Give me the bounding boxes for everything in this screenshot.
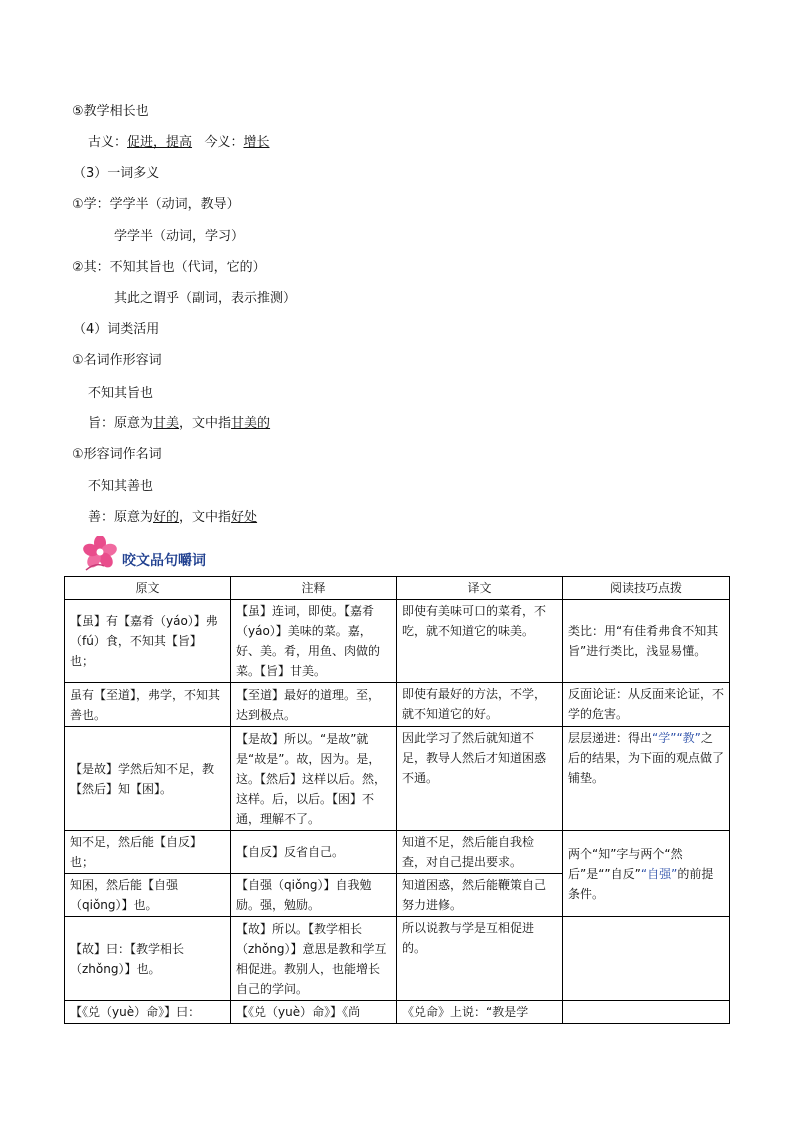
cell-tips: 类比：用“有佳肴弗食不知其旨”进行类比，浅显易懂。	[563, 600, 730, 683]
table-row	[65, 831, 730, 874]
cell-tips: 两个“知”字与两个“然后”是“”自反”“自强”的前提条件。	[563, 831, 730, 917]
cell-tips: 反面论证：从反面来论证，不学的危害。	[563, 683, 730, 727]
modern-meaning: 增长	[243, 135, 270, 150]
cell-original: 【故】曰：【教学相长（zhǒng）】也。	[65, 917, 231, 1001]
cell-notes: 【自强（qiǒng）】自我勉励。强，勉励。	[231, 874, 397, 917]
header-original: 原文	[65, 577, 231, 600]
cell-translation: 知道困惑，然后能鞭策自己努力进修。	[397, 874, 563, 917]
header-translation: 译文	[397, 577, 563, 600]
adjective-as-noun: ①形容词作名词	[72, 447, 162, 462]
table-row	[65, 727, 730, 831]
cell-tips	[563, 1001, 730, 1024]
cell-original: 【《兑（yuè）命》】曰：	[65, 1001, 231, 1024]
cell-translation: 因此学习了然后就知道不足，教导人然后才知道困惑不通。	[397, 727, 563, 831]
flower-icon	[82, 536, 122, 572]
cell-translation: 即使有美味可口的菜肴，不吃，就不知道它的味美。	[397, 600, 563, 683]
ancient-meaning: 促进，提高	[127, 135, 193, 150]
cell-original: 【是故】学然后知不足，教【然后】知【困】。	[65, 727, 231, 831]
table-row	[65, 600, 730, 683]
noun-as-adjective: ①名词作形容词	[72, 353, 162, 368]
cell-translation: 知道不足，然后能自我检查，对自己提出要求。	[397, 831, 563, 874]
cell-tips	[563, 917, 730, 1001]
polysemy-xue-2: 学学半（动词，学习）	[114, 229, 245, 244]
section-header	[82, 536, 382, 572]
cell-original: 【虽】有【嘉肴（yáo）】弗（fú）食，不知其【旨】也；	[65, 600, 231, 683]
cell-original: 虽有【至道】，弗学，不知其善也。	[65, 683, 231, 727]
cell-notes: 【是故】所以。“是故”就是“故是”。故，因为。是，这。【然后】这样以后。然，这样。后，以后。【困】不通，理解不了。	[231, 727, 397, 831]
cell-translation: 所以说教与学是互相促进的。	[397, 917, 563, 1001]
polysemy-qi-2: 其此之谓乎（副词，表示推测）	[114, 291, 297, 306]
cell-translation: 即使有最好的方法，不学，就不知道它的好。	[397, 683, 563, 727]
cell-notes: 【至道】最好的道理。至，达到极点。	[231, 683, 397, 727]
reading-table	[64, 576, 730, 1024]
explanation-zhi: 旨：原意为甘美，文中指甘美的	[88, 416, 271, 431]
table-header-row	[65, 577, 730, 600]
section-title: 咬文品句嚼词	[122, 553, 206, 569]
header-notes: 注释	[231, 577, 397, 600]
example-zhi: 不知其旨也	[88, 386, 154, 401]
line-item-5-heading: ⑤教学相长也	[72, 104, 149, 119]
header-tips: 阅读技巧点拨	[563, 577, 730, 600]
cell-notes: 【虽】连词，即使。【嘉肴（yáo）】美味的菜。嘉，好、美。肴，用鱼、肉做的菜。【旨】甘美。	[231, 600, 397, 683]
polysemy-qi-1: ②其：不知其旨也（代词，它的）	[72, 260, 266, 275]
cell-notes: 【故】所以。【教学相长（zhǒng）】意思是教和学互相促进。教别人，也能增长自己的学问。	[231, 917, 397, 1001]
heading-polysemy: （3）一词多义	[73, 166, 160, 181]
table-row	[65, 683, 730, 727]
explanation-shan: 善：原意为好的，文中指好处	[88, 510, 258, 525]
polysemy-xue-1: ①学：学学半（动词，教导）	[72, 197, 240, 212]
ancient-modern-meaning: 古义：促进，提高 今义：增长	[88, 135, 270, 150]
heading-word-class: （4）词类活用	[73, 322, 160, 337]
cell-translation: 《兑命》上说：“教是学	[397, 1001, 563, 1024]
cell-tips: 层层递进：得出“学”“教”之后的结果，为下面的观点做了铺垫。	[563, 727, 730, 831]
cell-original: 知不足，然后能【自反】也；	[65, 831, 231, 874]
cell-notes: 【自反】反省自己。	[231, 831, 397, 874]
cell-notes: 【《兑（yuè）命》】《尚	[231, 1001, 397, 1024]
table-row	[65, 917, 730, 1001]
cell-original: 知困，然后能【自强（qiǒng）】也。	[65, 874, 231, 917]
table-row	[65, 1001, 730, 1024]
example-shan: 不知其善也	[88, 479, 154, 494]
